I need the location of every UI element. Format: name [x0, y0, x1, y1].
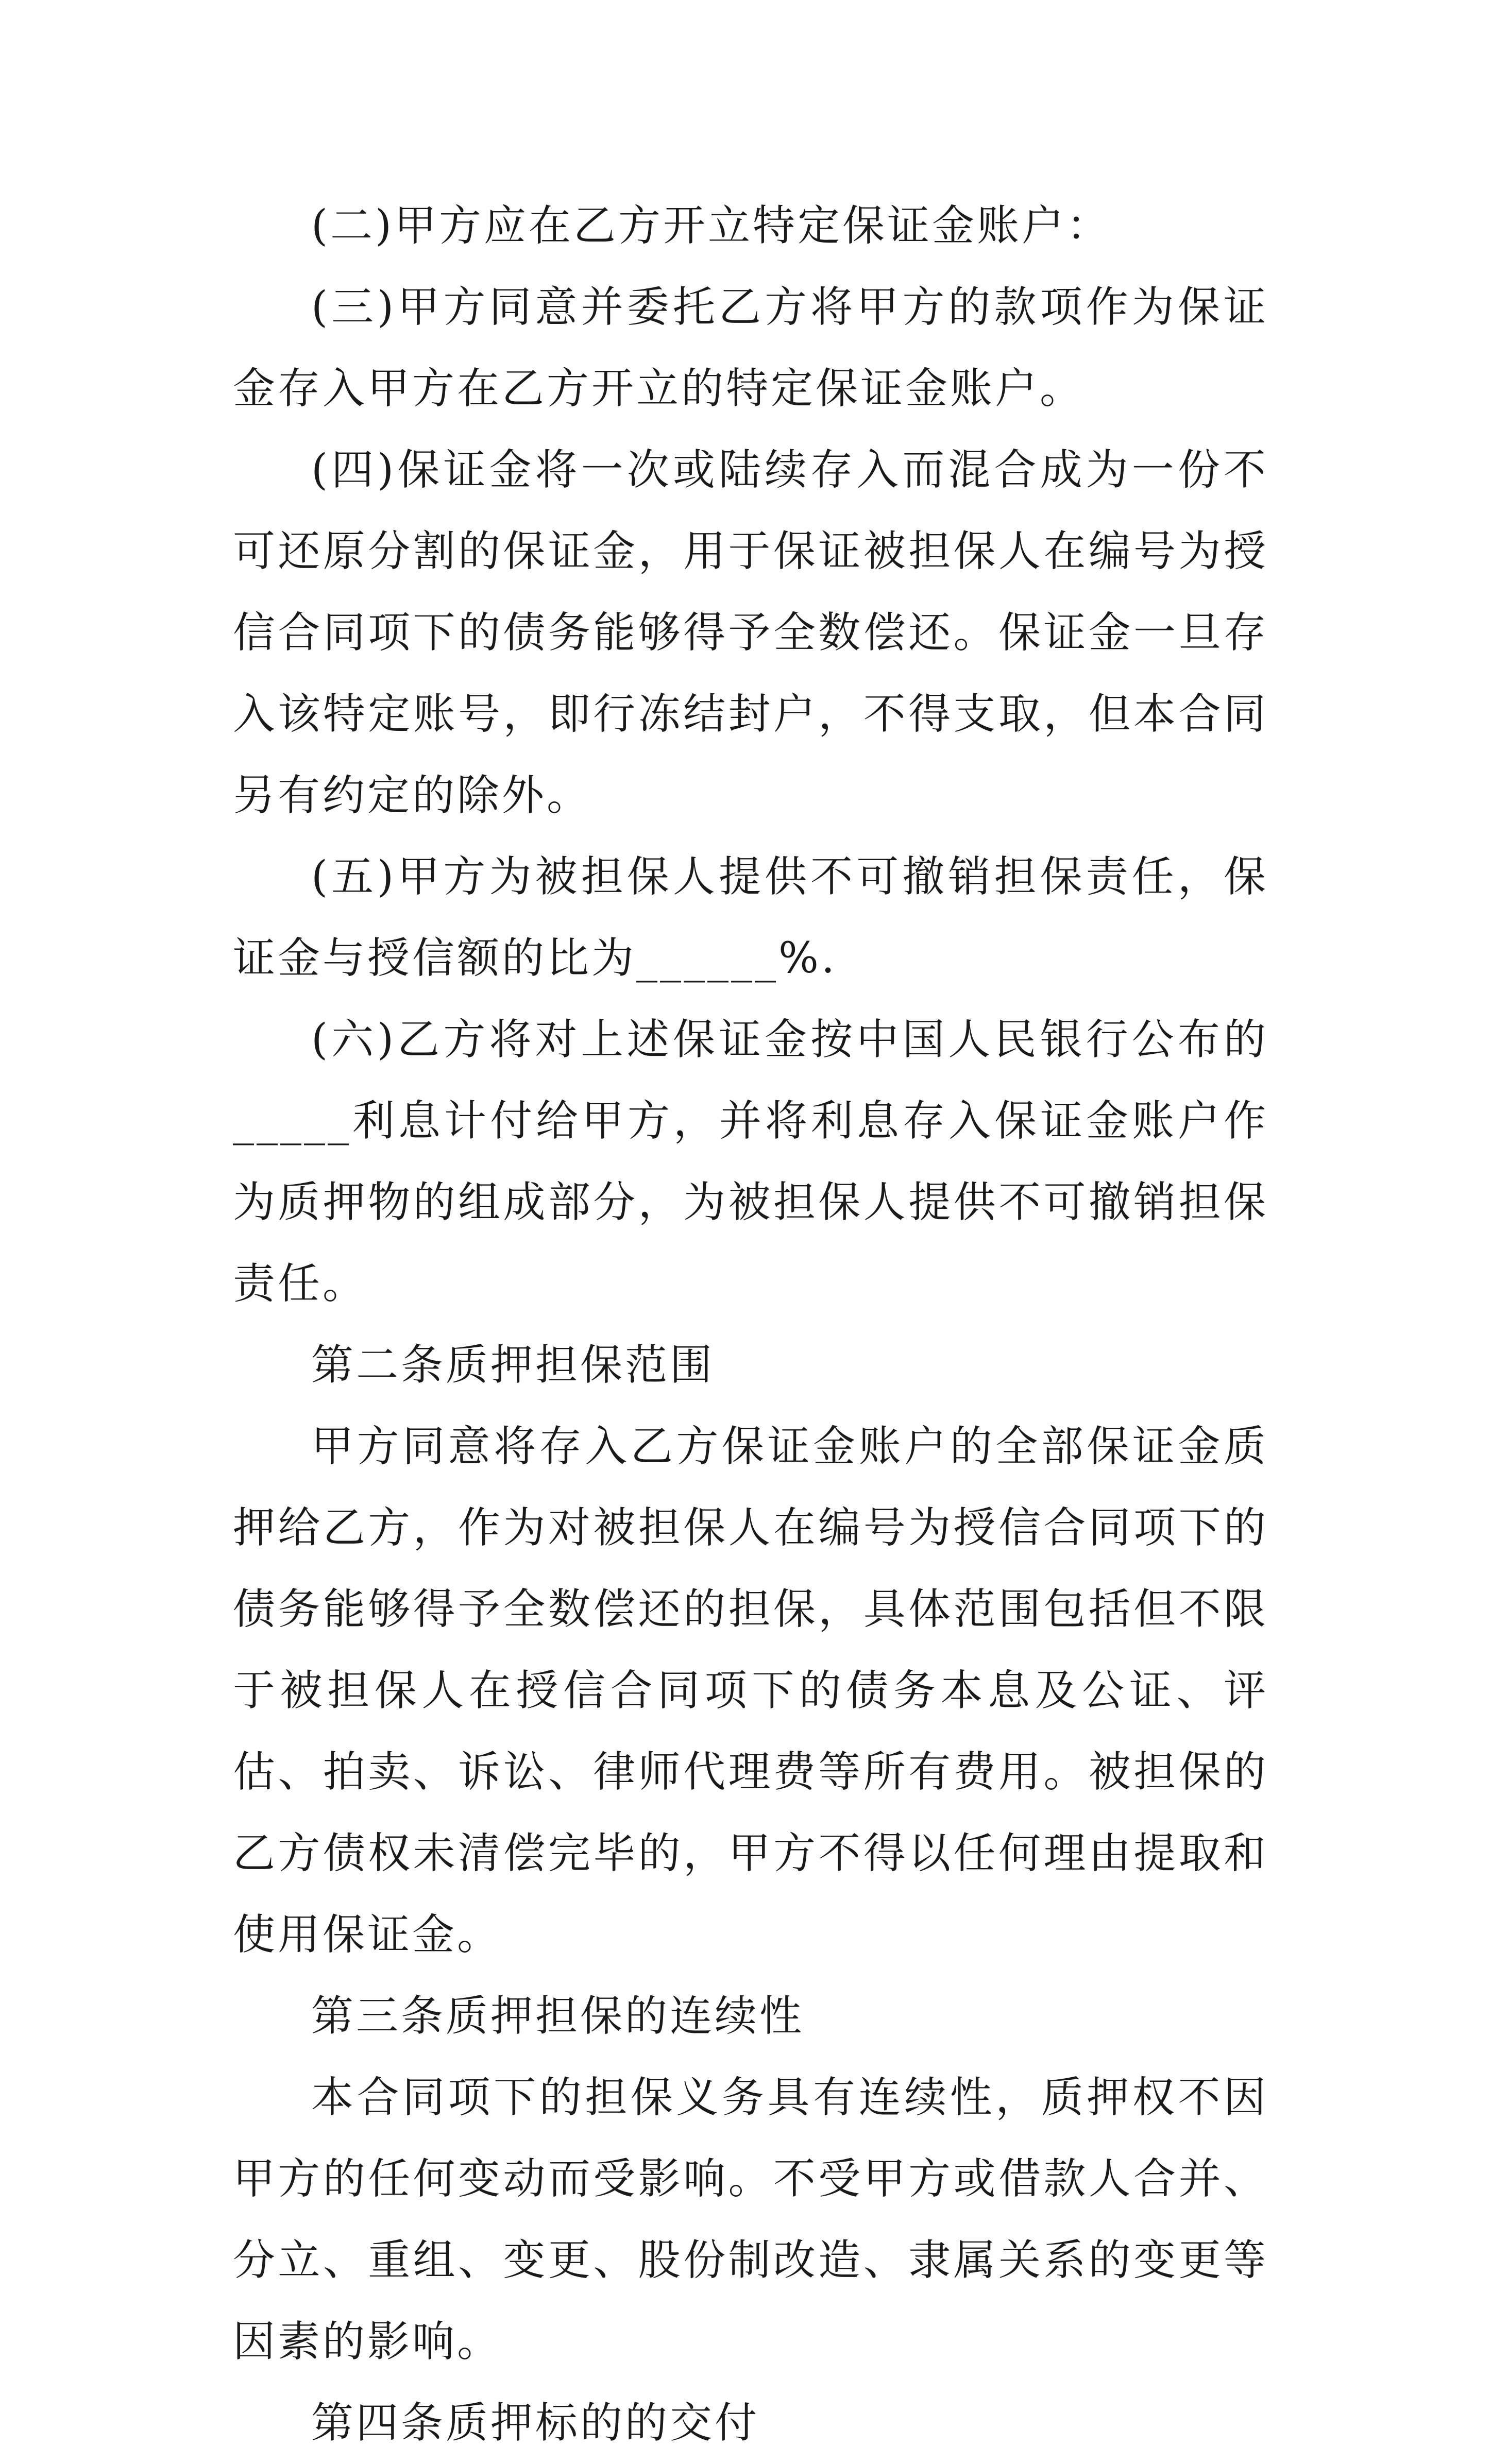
- article-2-heading: 第二条质押担保范围: [311, 1341, 715, 1390]
- clause-5-paragraph: (五)甲方为被担保人提供不可撤销担保责任，保证金与授信额的比为______%.: [233, 852, 1268, 983]
- clause-3-paragraph: (三)甲方同意并委托乙方将甲方的款项作为保证金存入甲方在乙方开立的特定保证金账户。: [233, 283, 1268, 413]
- article-2-paragraph: 甲方同意将存入乙方保证金账户的全部保证金质押给乙方，作为对被担保人在编号为授信合同项下的债务能够得予全数偿还的担保，具体范围包括但不限于被担保人在授信合同项下的债务本息及公证、评估、拍卖、诉讼、律师代理费等所有费用。被担保的乙方债权未清偿完毕的，甲方不得以任何理由提取和使用保证金。: [233, 1422, 1268, 1959]
- article-3-paragraph: 本合同项下的担保义务具有连续性，质押权不因甲方的任何变动而受影响。不受甲方或借款人合并、分立、重组、变更、股份制改造、隶属关系的变更等因素的影响。: [233, 2073, 1268, 2366]
- document-body: [233, 185, 1268, 2464]
- article-4-heading: 第四条质押标的的交付: [311, 2399, 760, 2448]
- clause-6-paragraph: (六)乙方将对上述保证金按中国人民银行公布的_____利息计付给甲方，并将利息存入保证金账户作为质押物的组成部分，为被担保人提供不可撤销担保责任。: [233, 1015, 1268, 1308]
- clause-2-paragraph: (二)甲方应在乙方开立特定保证金账户：: [311, 201, 1111, 250]
- article-3-heading: 第三条质押担保的连续性: [311, 1992, 805, 2041]
- clause-4-paragraph: (四)保证金将一次或陆续存入而混合成为一份不可还原分割的保证金，用于保证被担保人在编号为授信合同项下的债务能够得予全数偿还。保证金一旦存入该特定账号，即行冻结封户，不得支取，但本合同另有约定的除外。: [233, 446, 1268, 820]
